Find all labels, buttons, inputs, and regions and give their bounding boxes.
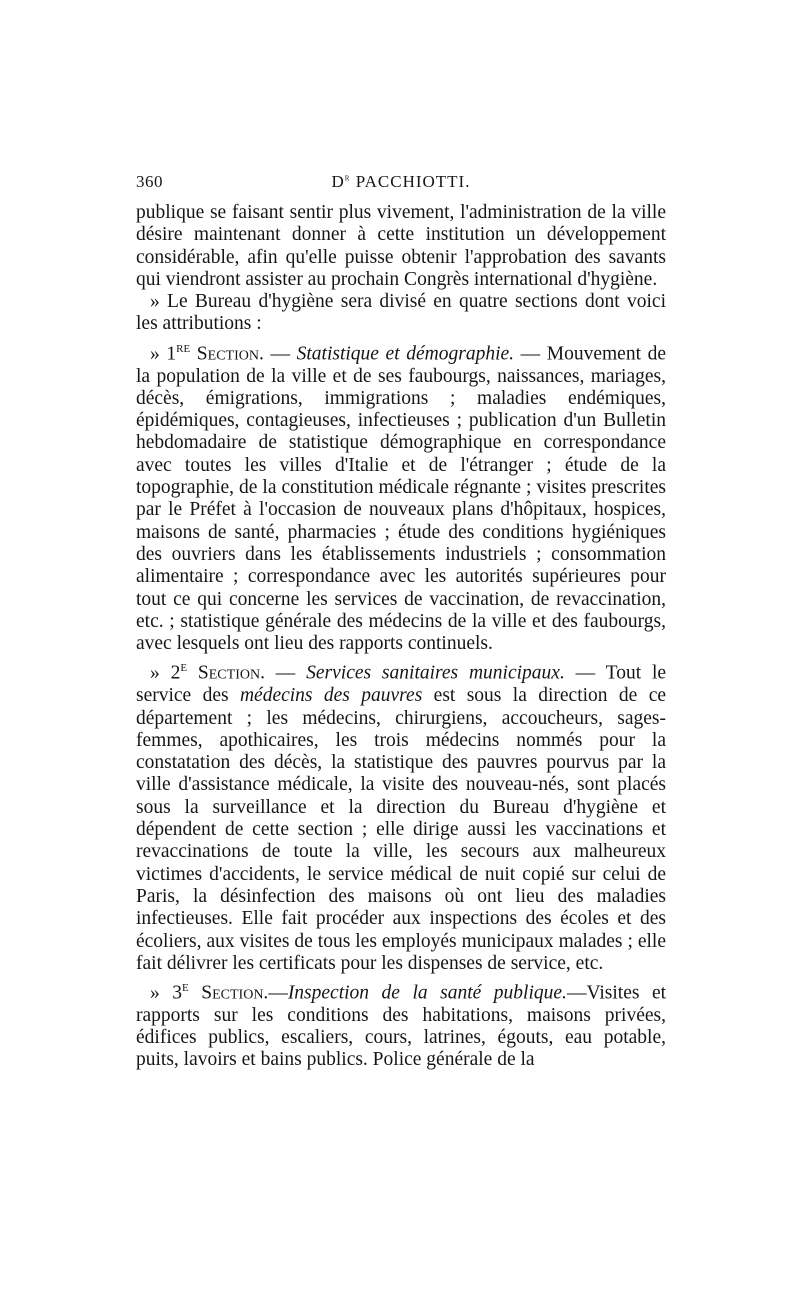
author-prefix-superscript: r [344, 172, 351, 184]
book-page [136, 172, 666, 1072]
section-2-ordinal: e [180, 657, 188, 676]
section-1-title: Statistique et démographie. [296, 343, 515, 365]
page-number: 360 [136, 172, 163, 191]
author-prefix: D [331, 172, 345, 191]
section-2-dash: — [264, 662, 307, 684]
section-2-label: Section. [187, 662, 265, 684]
section-3-text: —Visites et rapports sur les conditions des habitations, maisons privées, édifices publics, escaliers, cours, latrines, égouts, eau potable, puits, lavoirs et bains publics. Police générale de la [136, 982, 667, 1071]
section-3-title: Inspection de la santé publique. [287, 982, 567, 1004]
section-3-ordinal: e [182, 977, 189, 996]
section-1-dash: — [263, 343, 297, 365]
section-1-text: — Mouvement de la population de la ville et de ses faubourgs, naissances, mariages, décès, émigrations, immigrations ; maladies endémiques, épidémiques, contagieuses, infectieuses ; publication d'un Bulletin hebdomadaire de statistique démographique en correspondance avec toutes les villes d'Italie et de l'étranger ; étude de la topographie, de la constitution médicale régnante ; visites prescrites par le Préfet à l'occasion de nouveaux plans d'hôpitaux, hospices, maisons de santé, pharmacies ; étude des conditions hygiéniques des ouvriers dans les établissements industriels ; consommation alimentaire ; correspondance avec les autorités supérieures pour tout ce qui concerne les services de vaccination, de revaccination, etc. ; statistique générale des médecins de la ville et des faubourgs, avec lesquels ont lieu des rapports continuels. [136, 343, 667, 655]
section-1-ordinal: re [176, 337, 191, 356]
paragraph-section-3 [136, 975, 666, 1072]
section-1-label: Section. [190, 343, 264, 365]
section-3-label: Section. [188, 982, 269, 1004]
section-2-emphasis: médecins des pauvres [239, 685, 423, 707]
paragraph-bureau-sections: » Le Bureau d'hygiène sera divisé en quatre sections dont voici les attributions : [136, 291, 666, 335]
paragraph-continuation: publique se faisant sentir plus vivement, l'administration de la ville désire maintenant donner à cette institution un développement considérable, afin qu'elle puisse obtenir l'approbation des savants qui viendront assister au prochain Congrès international d'hygiène. [136, 202, 666, 290]
paragraph-section-1 [136, 336, 666, 656]
section-1-lead: » 1 [150, 343, 177, 365]
section-3-lead: » 3 [150, 982, 183, 1004]
paragraph-section-2 [136, 655, 666, 975]
body-text [136, 202, 666, 1072]
running-title [136, 172, 666, 192]
section-3-dash: — [268, 982, 288, 1004]
section-2-text-2: est sous la direction de ce département ; les médecins, chirurgiens, accoucheurs, sages-femmes, apothicaires, les trois médecins nommés pour la constatation des décès, la statistique des pauvres pourvus par la ville d'assistance médicale, la visite des nouveau-nés, sont placés sous la surveillance et la direction du Bureau d'hygiène et dépendent de cette section ; elle dirige aussi les vaccinations et revaccinations de toute la ville, les secours aux malheureux victimes d'accidents, le service médical de nuit copié sur celui de Paris, la désinfection des maisons où ont lieu des maladies infectieuses. Elle fait procéder aux inspections des écoles et des écoliers, aux visites de tous les employés municipaux malades ; elle fait délivrer les certificats pour les dispenses de service, etc. [136, 685, 666, 974]
section-2-lead: » 2 [150, 662, 181, 684]
section-2-text-1: — Tout le service des [136, 662, 667, 707]
author-name: PACCHIOTTI. [355, 172, 471, 191]
section-2-title: Services sanitaires municipaux. [306, 662, 565, 684]
running-head [136, 172, 666, 202]
